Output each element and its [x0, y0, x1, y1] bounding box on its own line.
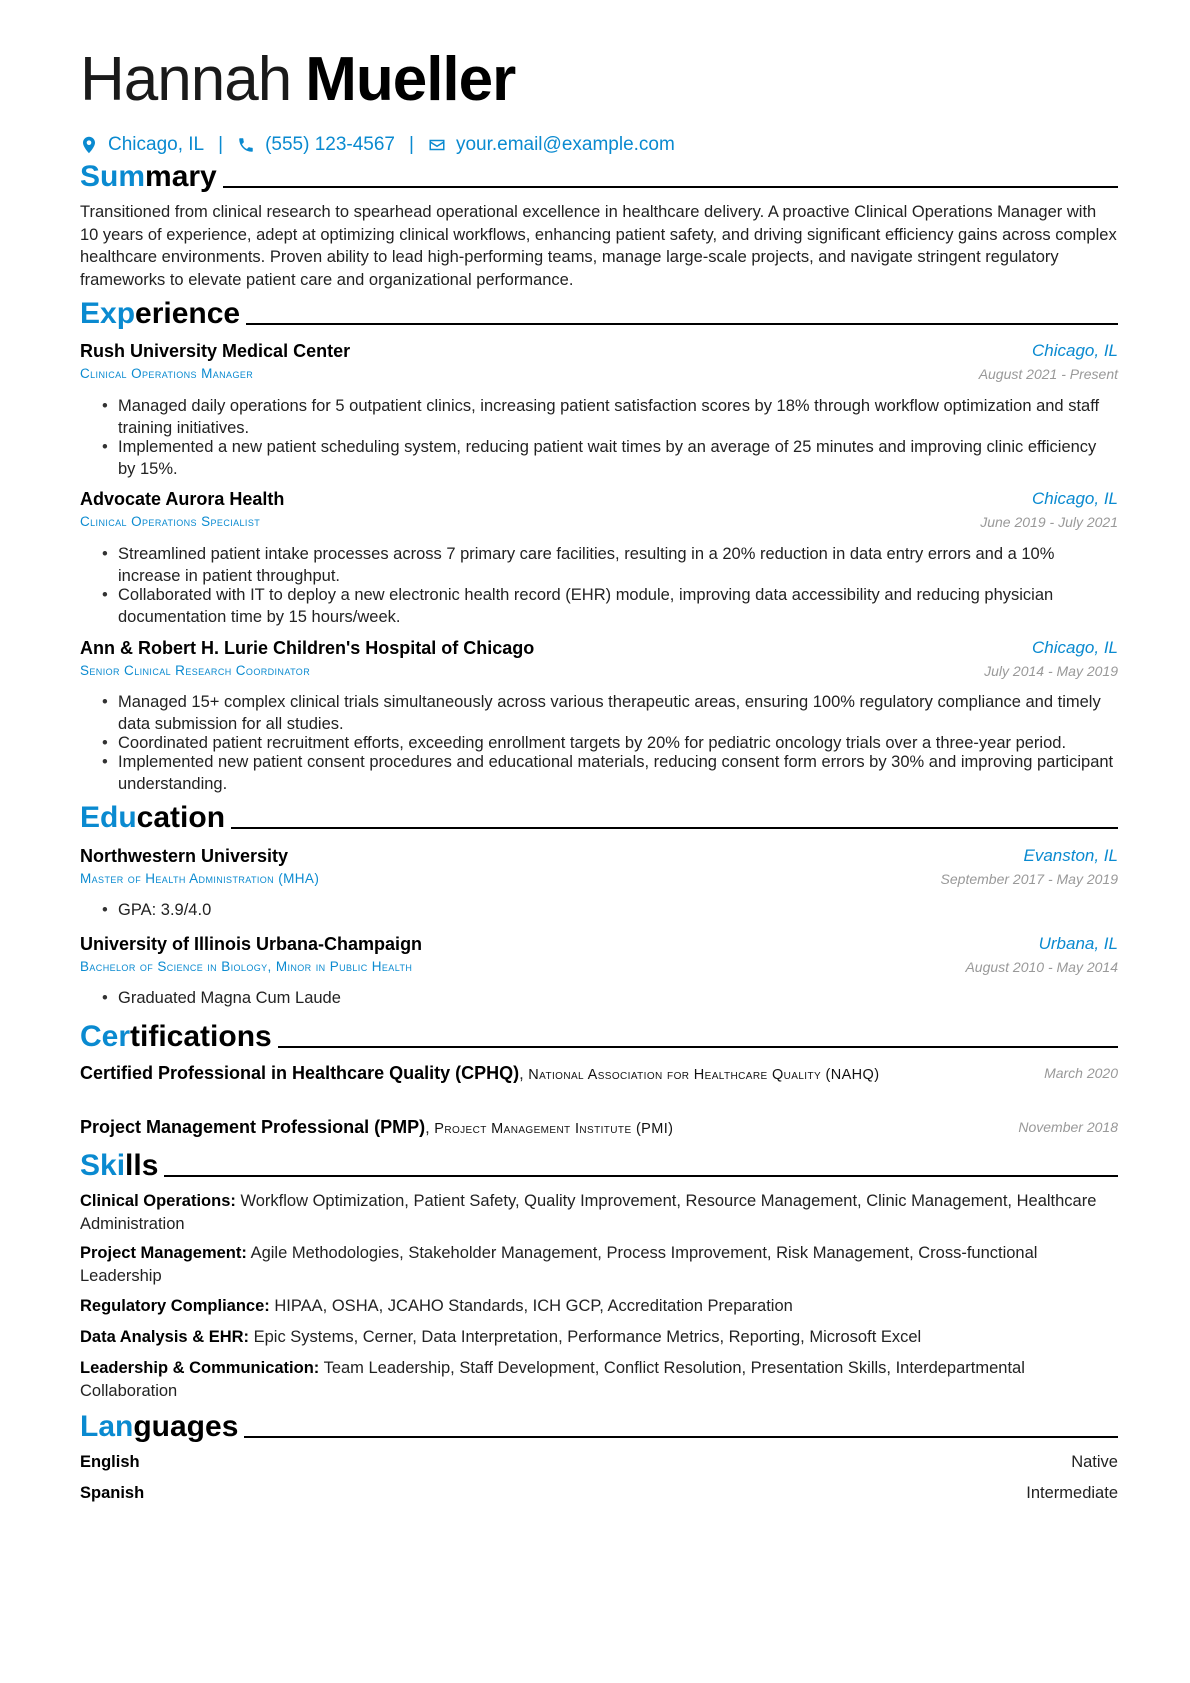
job-location: Chicago, IL	[1032, 638, 1118, 657]
list-item: • Collaborated with IT to deploy a new electronic health record (EHR) module, improving data accessibility and reducing physician documentation time by 15 hours/week.	[80, 584, 1118, 628]
section-rule	[246, 323, 1118, 325]
section-rule	[278, 1046, 1118, 1048]
skill-row	[80, 1326, 1118, 1349]
skill-value: Workflow Optimization, Patient Safety, Quality Improvement, Resource Management, Clinic Management, Healthcare Administration	[80, 1192, 1097, 1233]
certification-item: Certified Professional in Healthcare Quality (CPHQ), National Association for Healthcare Quality (NAHQ) March 2020	[80, 1063, 1118, 1083]
skill-row	[80, 1190, 1118, 1235]
job-dates: June 2019 - July 2021	[980, 514, 1118, 530]
skill-value: Epic Systems, Cerner, Data Interpretation, Performance Metrics, Reporting, Microsoft Excel	[253, 1328, 922, 1346]
last-name: Mueller	[305, 45, 516, 114]
degree-title: Master of Health Administration (MHA)	[80, 871, 320, 886]
list-item: • Implemented new patient consent procedures and educational materials, reducing consent form errors by 30% and improving participant understanding.	[80, 751, 1118, 795]
candidate-name	[80, 42, 515, 118]
language-row	[80, 1450, 1118, 1474]
employer-name: Ann & Robert H. Lurie Children's Hospital of Chicago	[80, 638, 535, 658]
education-dates: September 2017 - May 2019	[940, 871, 1118, 887]
degree-title: Bachelor of Science in Biology, Minor in Public Health	[80, 959, 413, 974]
skill-row	[80, 1357, 1118, 1402]
contact-separator: |	[218, 134, 224, 155]
section-rule	[244, 1436, 1118, 1438]
school-name: Northwestern University	[80, 846, 289, 866]
list-item: • Graduated Magna Cum Laude	[80, 987, 1118, 1009]
section-title: Education	[80, 801, 226, 834]
summary-text: Transitioned from clinical research to spearhead operational excellence in healthcare delivery. A proactive Clinical Operations Manager with 10 years of experience, adept at optimizing clinical workflows, enhancing patient safety, and driving significant efficiency gains across complex healthcare environments. Proven ability to lead high-performing teams, manage large-scale projects, and navigate stringent regulatory frameworks to elevate patient care and organizational performance.	[80, 203, 1117, 289]
employer-name: Advocate Aurora Health	[80, 489, 285, 509]
section-title: Skills	[80, 1149, 159, 1182]
education-dates: August 2010 - May 2014	[965, 959, 1118, 975]
language-row	[80, 1481, 1118, 1505]
list-item: • Coordinated patient recruitment efforts, exceeding enrollment targets by 20% for pediatric oncology trials over a three-year period.	[80, 732, 1118, 754]
education-bullets	[80, 899, 1118, 918]
section-title: Languages	[80, 1410, 239, 1443]
contact-separator: |	[409, 134, 414, 155]
education-bullets	[80, 987, 1118, 1006]
skill-row	[80, 1242, 1118, 1287]
section-title: Certifications	[80, 1020, 272, 1053]
language-name: English	[80, 1453, 140, 1471]
email-link[interactable]: your.email@example.com	[455, 134, 675, 155]
certification-date: March 2020	[1044, 1065, 1118, 1081]
experience-bullets	[80, 543, 1118, 625]
certification-issuer: National Association for Healthcare Quality (NAHQ)	[528, 1067, 880, 1083]
section-title: Summary	[80, 160, 217, 193]
section-title: Experience	[80, 297, 241, 330]
experience-entry	[80, 487, 1118, 535]
certification-date: November 2018	[1018, 1119, 1118, 1135]
contact-line	[80, 134, 675, 156]
skill-label: Data Analysis & EHR:	[80, 1328, 250, 1346]
education-entry	[80, 932, 1118, 980]
experience-entry	[80, 636, 1118, 684]
language-name: Spanish	[80, 1484, 145, 1502]
skill-label: Leadership & Communication:	[80, 1359, 320, 1377]
phone-link[interactable]: (555) 123-4567	[265, 134, 395, 155]
school-location: Evanston, IL	[1023, 846, 1118, 865]
section-rule	[164, 1175, 1118, 1177]
job-location: Chicago, IL	[1032, 489, 1118, 508]
section-education	[80, 795, 1118, 835]
section-summary	[80, 154, 1118, 194]
employer-name: Rush University Medical Center	[80, 341, 351, 361]
skill-row	[80, 1295, 1118, 1318]
job-location: Chicago, IL	[1032, 341, 1118, 360]
phone-icon	[237, 136, 255, 154]
list-item: • Managed 15+ complex clinical trials simultaneously across various therapeutic areas, ensuring 100% regulatory compliance and timely data submission for all studies.	[80, 691, 1118, 735]
skill-value: HIPAA, OSHA, JCAHO Standards, ICH GCP, Accreditation Preparation	[274, 1297, 793, 1315]
job-dates: July 2014 - May 2019	[984, 663, 1118, 679]
envelope-icon	[428, 136, 446, 154]
experience-bullets	[80, 395, 1118, 477]
certification-name: Certified Professional in Healthcare Quality (CPHQ)	[80, 1063, 520, 1083]
skill-label: Clinical Operations:	[80, 1192, 236, 1210]
language-level: Intermediate	[1026, 1484, 1118, 1502]
education-entry	[80, 844, 1118, 892]
section-languages	[80, 1404, 1118, 1444]
certification-name: Project Management Professional (PMP)	[80, 1117, 426, 1137]
job-dates: August 2021 - Present	[978, 366, 1118, 382]
school-name: University of Illinois Urbana-Champaign	[80, 934, 423, 954]
school-location: Urbana, IL	[1038, 934, 1118, 953]
experience-bullets	[80, 691, 1118, 792]
experience-entry	[80, 339, 1118, 387]
skill-label: Project Management:	[80, 1244, 247, 1262]
list-item: • Managed daily operations for 5 outpatient clinics, increasing patient satisfaction scores by 18% through workflow optimization and staff training initiatives.	[80, 395, 1118, 439]
certification-item: Project Management Professional (PMP), Project Management Institute (PMI) November 2018	[80, 1117, 1118, 1137]
section-rule	[231, 827, 1118, 829]
section-experience	[80, 291, 1118, 331]
list-item: • Streamlined patient intake processes across 7 primary care facilities, resulting in a 20% reduction in data entry errors and a 10% increase in patient throughput.	[80, 543, 1118, 587]
certification-issuer: Project Management Institute (PMI)	[434, 1121, 674, 1137]
location-text: Chicago, IL	[108, 134, 205, 155]
list-item: • GPA: 3.9/4.0	[80, 899, 1118, 921]
skill-value: Team Leadership, Staff Development, Conflict Resolution, Presentation Skills, Interdepartmental Collaboration	[80, 1359, 1025, 1400]
list-item: • Implemented a new patient scheduling system, reducing patient wait times by an average of 25 minutes and improving clinic efficiency by 15%.	[80, 436, 1118, 480]
skill-label: Regulatory Compliance:	[80, 1297, 270, 1315]
section-certifications	[80, 1014, 1118, 1054]
skill-value: Agile Methodologies, Stakeholder Management, Process Improvement, Risk Management, Cross-functional Leadership	[80, 1244, 1038, 1285]
job-title: Senior Clinical Research Coordinator	[80, 663, 311, 678]
section-skills	[80, 1143, 1118, 1183]
job-title: Clinical Operations Manager	[80, 366, 254, 381]
job-title: Clinical Operations Specialist	[80, 514, 261, 529]
section-rule	[223, 186, 1118, 188]
first-name: Hannah	[80, 45, 292, 114]
map-pin-icon	[80, 136, 98, 154]
language-level: Native	[1071, 1453, 1118, 1471]
